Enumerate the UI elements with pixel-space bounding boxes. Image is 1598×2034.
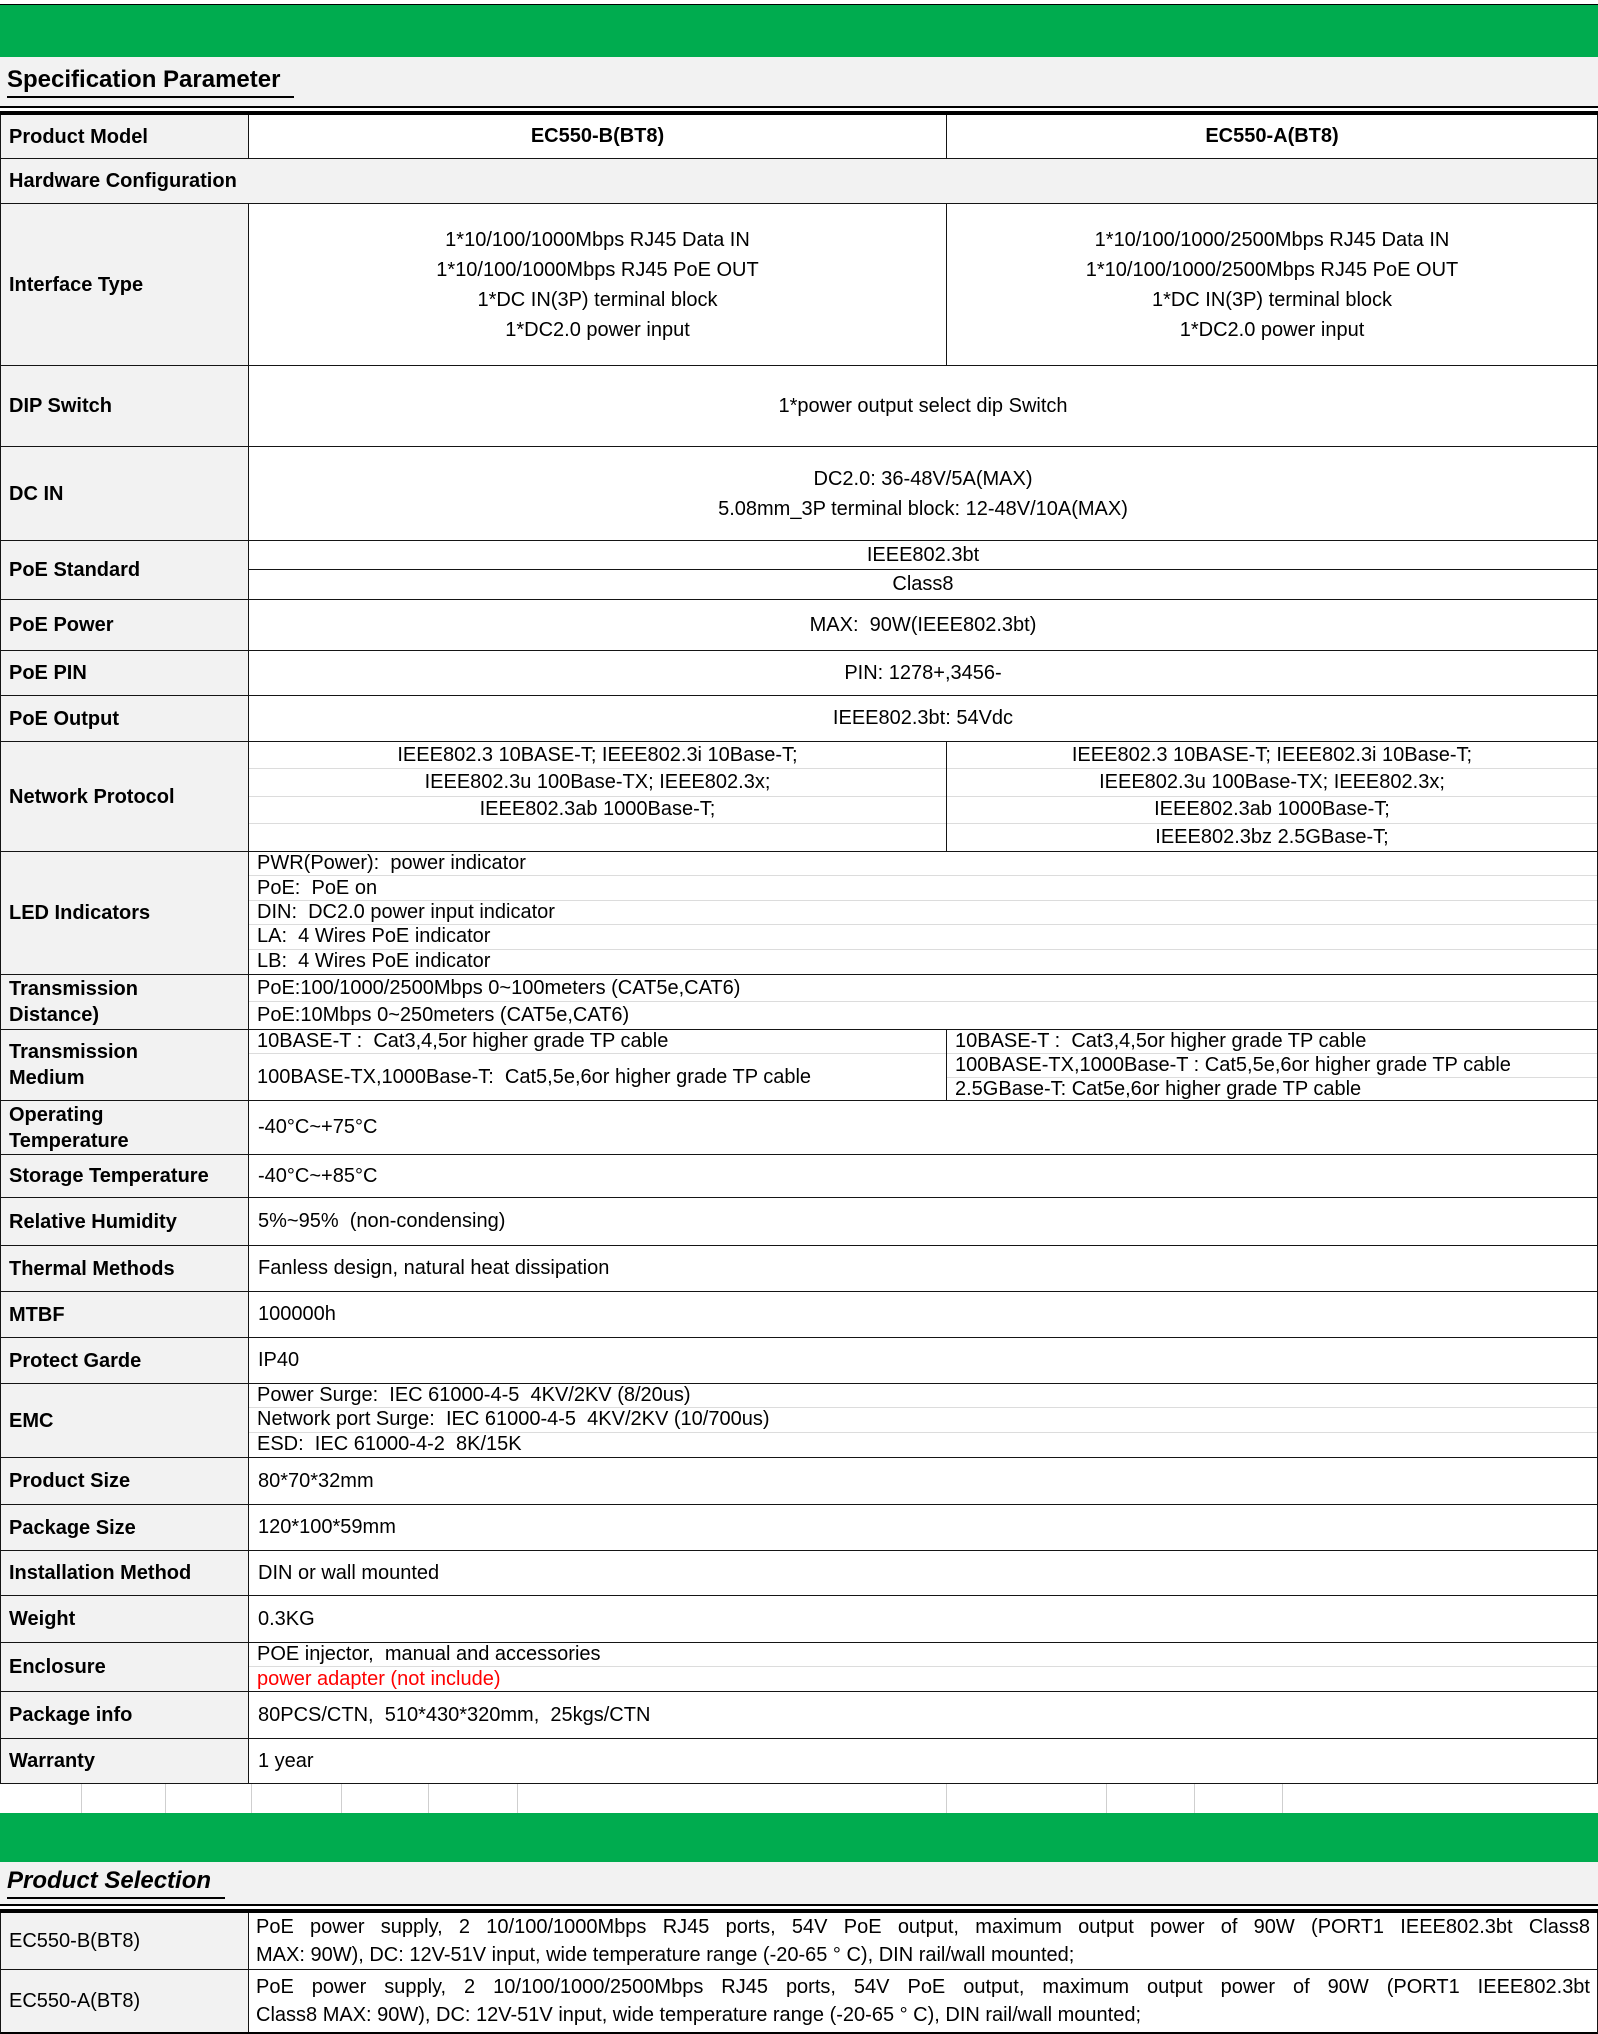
protocol-line: IEEE802.3ab 1000Base-T;	[947, 797, 1597, 824]
row-label-text: Thermal Methods	[9, 1257, 175, 1280]
row-label-text: EMC	[9, 1409, 54, 1432]
row-label	[1, 1198, 249, 1245]
selection-section-title: Product Selection	[7, 1867, 225, 1899]
gridline	[1106, 1784, 1107, 1813]
interface-line: 1*10/100/1000/2500Mbps RJ45 Data IN	[1094, 228, 1450, 251]
led-line: LA: 4 Wires PoE indicator	[249, 925, 1597, 949]
row-label	[1, 975, 249, 1029]
model-a-header: EC550-A(BT8)	[1205, 125, 1339, 147]
row-label-text: Transmission Distance)	[9, 978, 144, 1026]
poe-output-value: IEEE802.3bt: 54Vdc	[832, 707, 1014, 729]
gridline	[1282, 1784, 1283, 1813]
row-label	[1, 742, 249, 851]
dc-in-line: DC2.0: 36-48V/5A(MAX)	[813, 467, 1033, 490]
poe-power-value: MAX: 90W(IEEE802.3bt)	[809, 613, 1037, 636]
row-label-text: Product Size	[9, 1470, 131, 1492]
row-label	[1, 1384, 249, 1457]
poe-standard-cell	[249, 541, 1597, 599]
emc-line: ESD: IEC 61000-4-2 8K/15K	[257, 1433, 522, 1456]
gridline	[517, 1784, 518, 1813]
storage-temp-value: -40°C~+85°C	[258, 1164, 378, 1187]
row-label-text: Storage Temperature	[9, 1165, 209, 1187]
row-label-text: Enclosure	[9, 1656, 106, 1678]
selection-description	[249, 1913, 1597, 1969]
humidity-value: 5%~95% (non-condensing)	[258, 1210, 506, 1232]
medium-b-cell	[249, 1030, 947, 1100]
row-label-text: DC IN	[9, 482, 64, 505]
description-line: MAX: 90W), DC: 12V-51V input, wide temperature range (-20-65 ° C), DIN rail/wall mounted;	[256, 1944, 1075, 1966]
row-label	[1, 1030, 249, 1100]
model-b-header: EC550-B(BT8)	[249, 115, 947, 158]
gridline	[946, 1784, 947, 1813]
gridline	[81, 1784, 82, 1813]
medium-a-cell	[947, 1030, 1597, 1100]
protocol-line: IEEE802.3u 100Base-TX; IEEE802.3x;	[249, 769, 946, 796]
selection-model: EC550-A(BT8)	[1, 1970, 249, 2032]
row-label	[1, 1596, 249, 1642]
warranty-value: 1 year	[258, 1749, 314, 1772]
row-label-text: Package info	[9, 1704, 133, 1726]
row-label-text: Transmission Medium	[9, 1041, 144, 1089]
enclosure-line-red: power adapter (not include)	[257, 1667, 501, 1690]
row-label-text: LED Indicators	[9, 902, 151, 924]
row-label	[1, 541, 249, 599]
package-size-value: 120*100*59mm	[258, 1516, 396, 1538]
description-line: PoE power supply, 2 10/100/1000/2500Mbps RJ45 ports, 54V PoE output, maximum output power of 90W (PORT1 IEEE802.3bt	[256, 1976, 1590, 1998]
row-label-text: Operating Temperature	[9, 1103, 129, 1152]
table-row	[1, 1155, 1597, 1198]
table-row	[1, 1292, 1597, 1338]
gridline	[428, 1784, 429, 1813]
table-row	[1, 651, 1597, 696]
table-row	[1, 975, 1597, 1030]
table-row	[1, 115, 1597, 159]
interface-line: 1*10/100/1000Mbps RJ45 Data IN	[445, 228, 750, 251]
package-info-value: 80PCS/CTN, 510*430*320mm, 25kgs/CTN	[258, 1703, 651, 1726]
row-label-text: Network Protocol	[9, 785, 175, 808]
table-row	[1, 447, 1597, 541]
interface-line: 1*10/100/1000/2500Mbps RJ45 PoE OUT	[1085, 258, 1459, 281]
selection-description	[249, 1970, 1597, 2032]
interface-line: 1*DC2.0 power input	[1179, 318, 1365, 341]
row-label	[1, 366, 249, 446]
table-row	[1, 1030, 1597, 1101]
distance-cell	[249, 975, 1597, 1029]
row-label	[1, 115, 249, 158]
operating-temp-value: -40°C~+75°C	[258, 1116, 378, 1138]
poe-pin-value: PIN: 1278+,3456-	[844, 661, 1002, 684]
selection-row	[1, 1913, 1597, 1970]
row-label-text: Weight	[9, 1608, 76, 1630]
poe-standard-line: Class8	[892, 573, 954, 595]
medium-line: 2.5GBase-T: Cat5e,6or higher grade TP cable	[955, 1078, 1362, 1100]
table-row	[1, 1384, 1597, 1458]
table-row	[1, 1739, 1597, 1784]
table-row	[1, 1246, 1597, 1292]
led-line: PoE: PoE on	[249, 876, 1597, 900]
medium-line: 10BASE-T : Cat3,4,5or higher grade TP cable	[249, 1030, 946, 1054]
row-label-text: PoE PIN	[9, 662, 87, 684]
green-banner-top	[0, 4, 1598, 57]
row-label	[1, 600, 249, 650]
description-line: PoE power supply, 2 10/100/1000Mbps RJ45 ports, 54V PoE output, maximum output power of 90W (PORT1 IEEE802.3bt Class8	[256, 1916, 1590, 1938]
table-row	[1, 1692, 1597, 1739]
row-label-text: DIP Switch	[9, 395, 112, 417]
table-row	[1, 1643, 1597, 1692]
table-row	[1, 696, 1597, 742]
interface-line: 1*DC IN(3P) terminal block	[1151, 288, 1393, 311]
table-row	[1, 1458, 1597, 1505]
selection-model: EC550-B(BT8)	[1, 1913, 249, 1969]
interface-a-cell	[947, 204, 1597, 365]
row-label-text: Installation Method	[9, 1562, 192, 1584]
protocol-line: IEEE802.3 10BASE-T; IEEE802.3i 10Base-T;	[249, 742, 946, 769]
row-label	[1, 1739, 249, 1783]
row-label	[1, 1458, 249, 1504]
row-label	[1, 1692, 249, 1738]
row-label	[1, 1505, 249, 1550]
row-label-text: Protect Garde	[9, 1349, 142, 1372]
row-label	[1, 447, 249, 540]
row-label	[1, 1246, 249, 1291]
gridline	[251, 1784, 252, 1813]
protocol-line: IEEE802.3u 100Base-TX; IEEE802.3x;	[947, 769, 1597, 796]
row-label	[1, 1338, 249, 1383]
interface-b-cell	[249, 204, 947, 365]
table-row	[1, 1198, 1597, 1246]
specification-table	[0, 115, 1598, 1784]
interface-line: 1*DC2.0 power input	[505, 318, 690, 341]
double-rule-bottom	[0, 1904, 1598, 1913]
emc-cell	[249, 1384, 1597, 1457]
double-rule-top	[0, 106, 1598, 115]
distance-line: PoE:10Mbps 0~250meters (CAT5e,CAT6)	[257, 1004, 630, 1026]
row-label-text: Package Size	[9, 1516, 136, 1539]
protocol-line	[249, 824, 946, 851]
row-label	[1, 1101, 249, 1154]
poe-standard-line: IEEE802.3bt	[249, 541, 1597, 570]
table-row	[1, 1551, 1597, 1596]
empty-grid-row	[0, 1784, 1598, 1813]
medium-line: 100BASE-TX,1000Base-T : Cat5,5e,6or higher grade TP cable	[947, 1054, 1597, 1078]
row-label	[1, 1292, 249, 1337]
led-line: DIN: DC2.0 power input indicator	[249, 901, 1597, 925]
hardware-config-heading: Hardware Configuration	[1, 159, 1597, 203]
table-row	[1, 1505, 1597, 1551]
medium-line: 100BASE-TX,1000Base-T: Cat5,5e,6or higher grade TP cable	[257, 1065, 812, 1088]
row-label-text: PoE Output	[9, 707, 119, 730]
product-size-value: 80*70*32mm	[258, 1469, 374, 1492]
protocol-a-cell	[947, 742, 1597, 851]
table-row	[1, 1101, 1597, 1155]
led-line: LB: 4 Wires PoE indicator	[257, 950, 491, 973]
dc-in-line: 5.08mm_3P terminal block: 12-48V/10A(MAX)	[718, 497, 1128, 520]
table-row	[1, 366, 1597, 447]
emc-line: Power Surge: IEC 61000-4-5 4KV/2KV (8/20us)	[249, 1384, 1597, 1408]
enclosure-cell	[249, 1643, 1597, 1691]
table-row	[1, 1338, 1597, 1384]
protocol-line: IEEE802.3bz 2.5GBase-T;	[1155, 825, 1389, 848]
table-row	[1, 159, 1597, 204]
row-label	[1, 1643, 249, 1691]
product-selection-table	[0, 1913, 1598, 2034]
row-label	[1, 852, 249, 974]
dip-switch-value: 1*power output select dip Switch	[778, 394, 1068, 417]
row-label-text: Relative Humidity	[9, 1210, 177, 1233]
gridline	[1194, 1784, 1195, 1813]
row-label-text: Warranty	[9, 1750, 95, 1772]
row-label	[1, 696, 249, 741]
description-line: Class8 MAX: 90W), DC: 12V-51V input, wide temperature range (-20-65 ° C), DIN rail/wall mounted;	[256, 2004, 1142, 2026]
gridline	[165, 1784, 166, 1813]
table-row	[1, 204, 1597, 366]
table-row	[1, 1596, 1597, 1643]
protect-grade-value: IP40	[258, 1349, 300, 1371]
installation-value: DIN or wall mounted	[258, 1561, 440, 1584]
row-label-text: PoE Power	[9, 614, 114, 636]
table-row	[1, 600, 1597, 651]
dc-in-cell	[249, 447, 1597, 540]
row-label	[1, 1155, 249, 1197]
row-label-text: Interface Type	[9, 273, 144, 296]
table-row	[1, 852, 1597, 975]
table-row	[1, 742, 1597, 852]
protocol-b-cell	[249, 742, 947, 851]
led-line: PWR(Power): power indicator	[249, 852, 1597, 876]
protocol-line: IEEE802.3 10BASE-T; IEEE802.3i 10Base-T;	[947, 742, 1597, 769]
row-label-text: PoE Standard	[9, 559, 141, 581]
row-label	[1, 651, 249, 695]
thermal-value: Fanless design, natural heat dissipation	[258, 1257, 610, 1279]
table-row	[1, 541, 1597, 600]
row-label-text: Product Model	[9, 125, 148, 148]
row-label	[1, 204, 249, 365]
weight-value: 0.3KG	[258, 1607, 315, 1630]
protocol-line: IEEE802.3ab 1000Base-T;	[249, 797, 946, 824]
interface-line: 1*DC IN(3P) terminal block	[477, 288, 718, 311]
spec-section-header	[0, 57, 1598, 106]
led-indicators-cell	[249, 852, 1597, 974]
interface-line: 1*10/100/1000Mbps RJ45 PoE OUT	[436, 258, 759, 281]
spec-section-title: Specification Parameter	[7, 66, 294, 98]
row-label	[1, 1551, 249, 1595]
row-label-text: MTBF	[9, 1303, 65, 1326]
emc-line: Network port Surge: IEC 61000-4-5 4KV/2KV (10/700us)	[249, 1408, 1597, 1432]
distance-line: PoE:100/1000/2500Mbps 0~100meters (CAT5e,CAT6)	[249, 975, 1597, 1002]
medium-line: 10BASE-T : Cat3,4,5or higher grade TP cable	[947, 1030, 1597, 1054]
enclosure-line: POE injector, manual and accessories	[249, 1643, 1597, 1667]
selection-row	[1, 1970, 1597, 2032]
selection-section-header	[0, 1862, 1598, 1904]
mtbf-value: 100000h	[258, 1303, 336, 1325]
green-banner-bottom	[0, 1813, 1598, 1862]
gridline	[341, 1784, 342, 1813]
